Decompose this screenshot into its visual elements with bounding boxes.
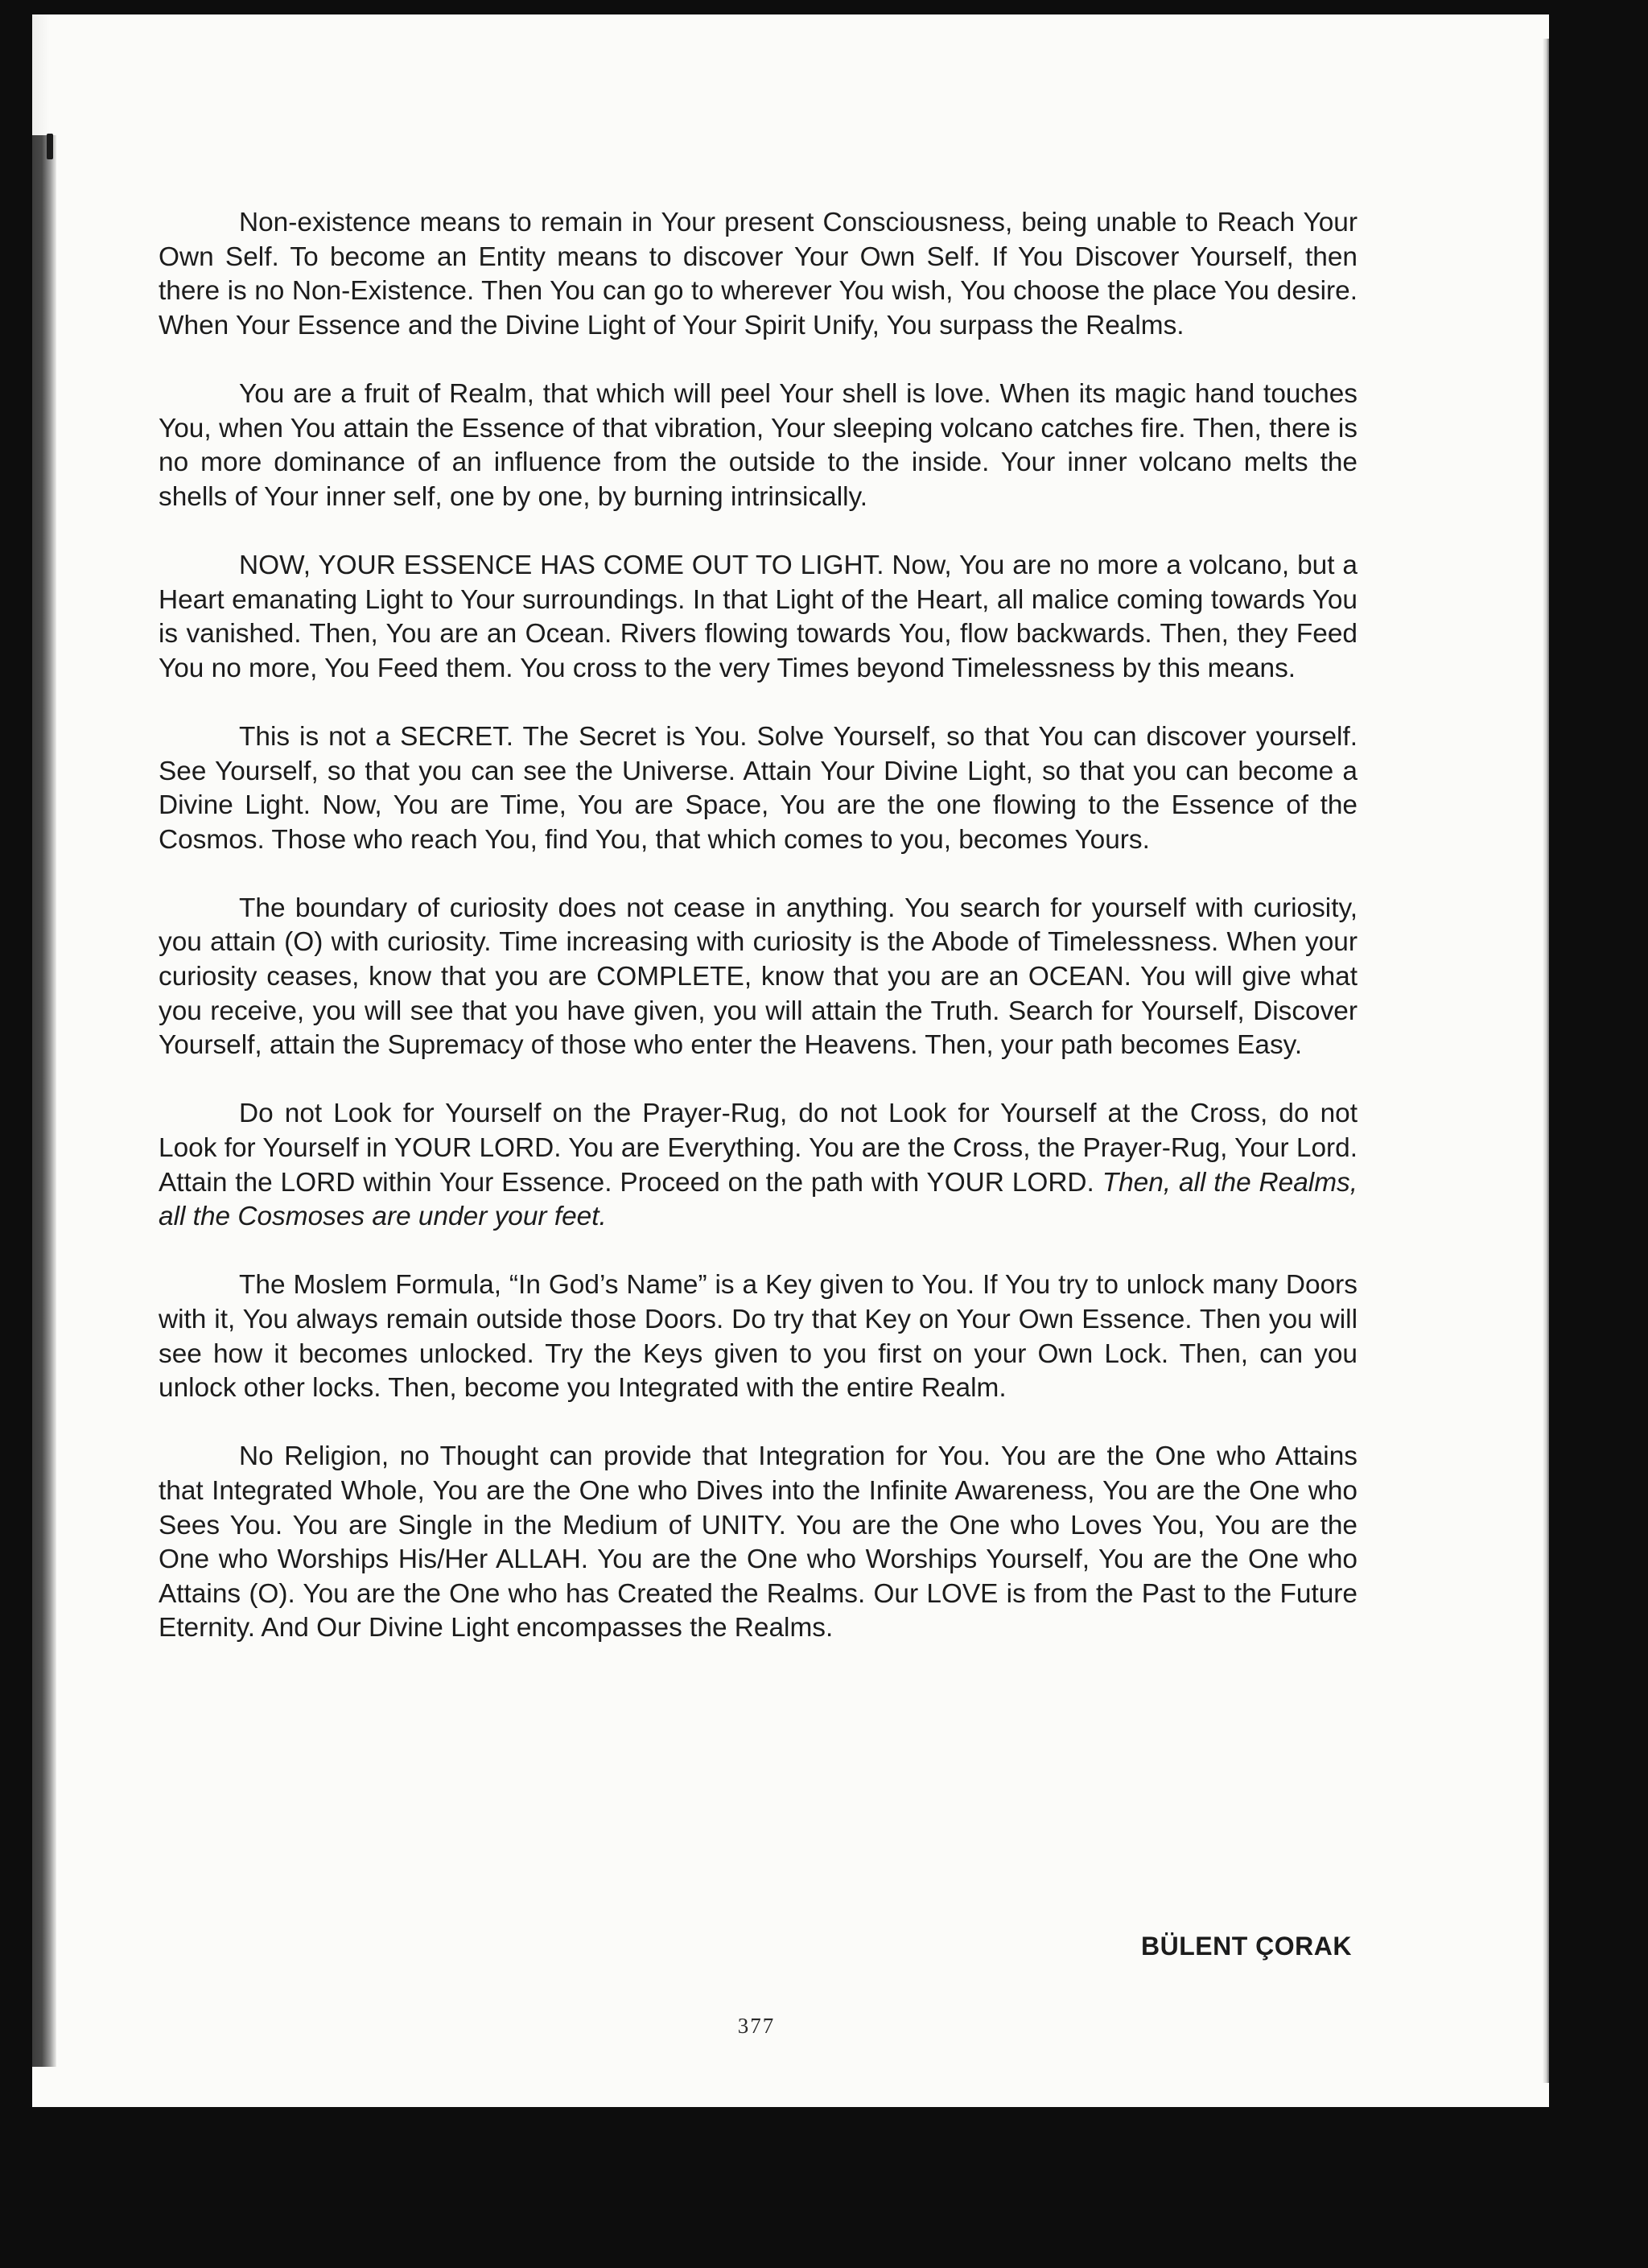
paragraph-2: You are a fruit of Realm, that which will peel Your shell is love. When its magic hand touches You, when You attain the Essence of that vibration, Your sleeping volcano catches fire. Then, there is no more dominance of an influence from the outside to the inside. Your inner volcano melts the shells of Your inner self, one by one, by burning intrinsically. [159,378,1358,512]
paragraph-4: This is not a SECRET. The Secret is You. Solve Yourself, so that You can discover yourself. See Yourself, so that you can see the Universe. Attain Your Divine Light, so that you can become a Divine Light. Now, You are Time, You are Space, You are the one flowing to the Essence of the Cosmos. Those who reach You, find You, that which comes to you, becomes Yours. [159,721,1358,855]
margin-mark [47,134,53,159]
paragraph-6-regular: Do not Look for Yourself on the Prayer-Rug, do not Look for Yourself at the Cross, do not Look for Yourself in YOUR LORD. You are Everything. You are the Cross, the Prayer-Rug, Your Lord. Attain the LORD within Your Essence. Proceed on the path with YOUR LORD. [159,1099,1358,1198]
paragraph-6-italic: Then, all the Realms, all the Cosmoses are under your feet. [159,1167,1358,1232]
paragraph-6 [159,1097,1358,1234]
paragraph-3: NOW, YOUR ESSENCE HAS COME OUT TO LIGHT. Now, You are no more a volcano, but a Heart emanating Light to Your surroundings. In that Light of the Heart, all malice coming towards You is vanished. Then, You are an Ocean. Rivers flowing towards You, flow backwards. Then, they Feed You no more, You Feed them. You cross to the very Times beyond Timelessness by this means. [159,550,1358,683]
body-text [159,206,1358,1646]
paragraph-7: The Moslem Formula, “In God’s Name” is a Key given to You. If You try to unlock many Doors with it, You always remain outside those Doors. Do try that Key on Your Own Essence. Then you will see how it becomes unlocked. Try the Keys given to you first on your Own Lock. Then, can you unlock other locks. Then, become you Integrated with the entire Realm. [159,1270,1358,1404]
page-edge-right [1543,39,1549,2083]
author-signature: BÜLENT ÇORAK [1141,1932,1352,1961]
paragraph-1: Non-existence means to remain in Your present Consciousness, being unable to Reach Your Own Self. To become an Entity means to discover Your Own Self. If You Discover Yourself, then there is no Non-Existence. Then You can go to wherever You wish, You choose the place You desire. When Your Essence and the Divine Light of Your Spirit Unify, You surpass the Realms. [159,208,1358,340]
paragraph-5: The boundary of curiosity does not cease in anything. You search for yourself with curiosity, you attain (O) with curiosity. Time increasing with curiosity is the Abode of Timelessness. When your curiosity ceases, know that you are COMPLETE, know that you are an OCEAN. You will give what you receive, you will see that you have given, you will attain the Truth. Search for Yourself, Discover Yourself, attain the Supremacy of those who enter the Heavens. Then, your path becomes Easy. [159,893,1358,1061]
paragraph-8: No Religion, no Thought can provide that Integration for You. You are the One who Attains that Integrated Whole, You are the One who Dives into the Infinite Awareness, You are the One who Sees You. You are Single in the Medium of UNITY. You are the One who Loves You, You are the One who Worships His/Her ALLAH. You are the One who Worships Yourself, You are the One who Attains (O). You are the One who has Created the Realms. Our LOVE is from the Past to the Future Eternity. And Our Divine Light encompasses the Realms. [159,1441,1358,1643]
page-number: 377 [737,2014,776,2038]
page-gutter-shadow [32,135,56,2067]
page-gutter-top [32,14,50,135]
